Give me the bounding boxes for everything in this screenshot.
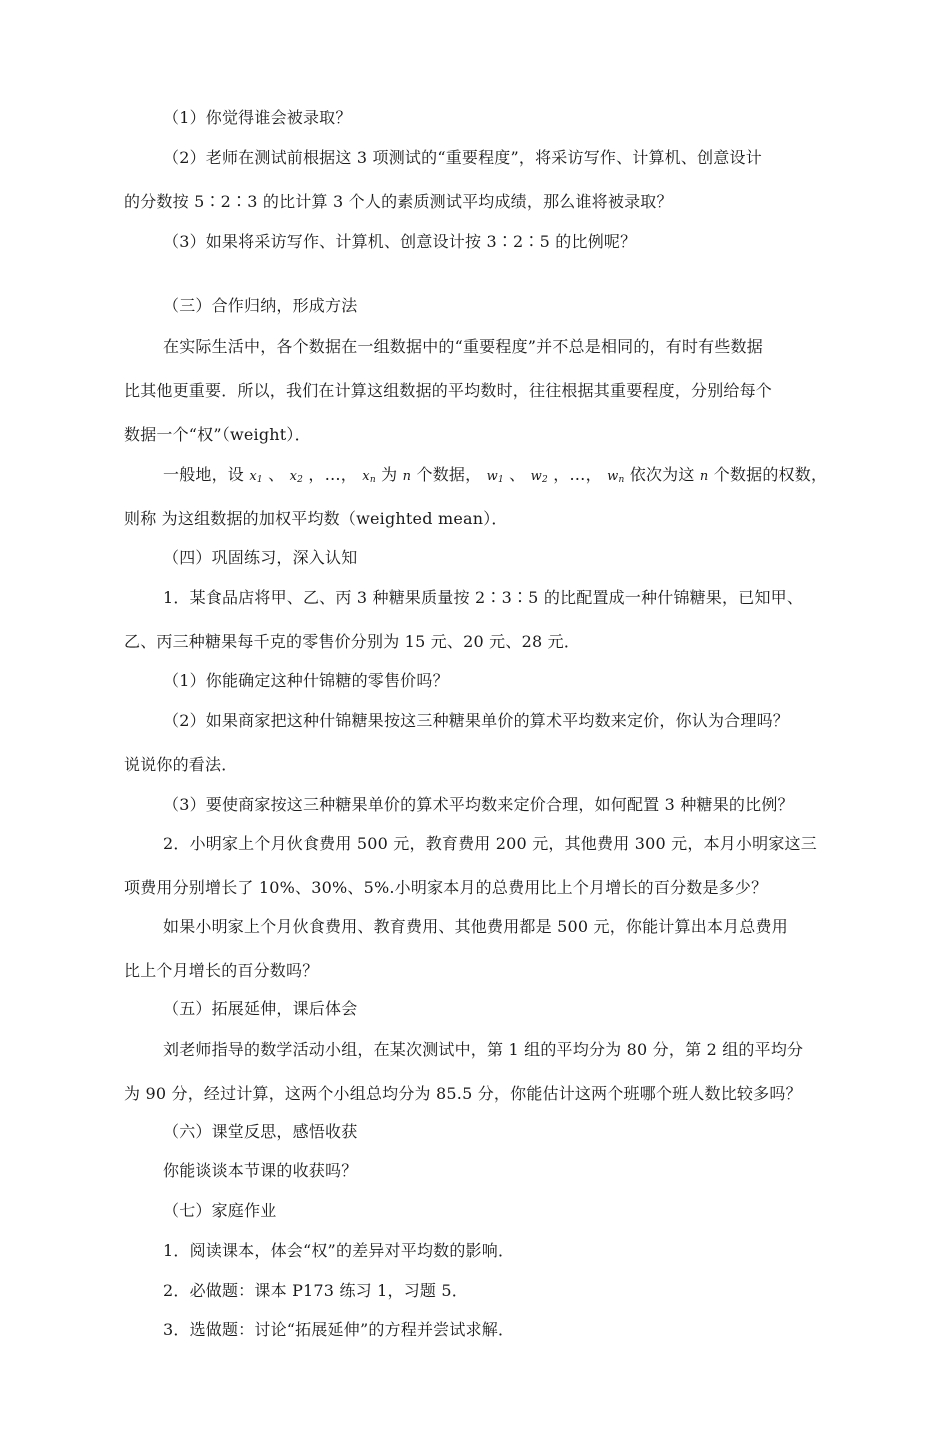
exercise-2-followup-line-1: 如果小明家上个月伙食费用、教育费用、其他费用都是 500 元，你能计算出本月总费用: [163, 917, 788, 936]
definition-text-1: 一般地，设: [163, 465, 245, 484]
var-xn: $x_n$: [362, 469, 376, 485]
section-4-heading: （四）巩固练习，深入认知: [163, 548, 358, 567]
definition-sep-2: ，…，: [308, 465, 357, 484]
section-6-heading: （六）课堂反思，感悟收获: [163, 1122, 358, 1141]
exercise-1-q2-line-2: 说说你的看法．: [124, 755, 238, 774]
var-x1: $x_1$: [249, 469, 263, 485]
exercise-2-line-1: 2．小明家上个月伙食费用 500 元，教育费用 200 元，其他费用 300 元，本月小明家这三: [163, 834, 817, 853]
definition-text-5: 个数据的权数，: [713, 465, 828, 484]
exercise-1-q3: （3）要使商家按这三种糖果单价的算术平均数来定价合理，如何配置 3 种糖果的比例？: [163, 795, 794, 814]
section-7-heading: （七）家庭作业: [163, 1201, 277, 1220]
exercise-1-q1: （1）你能确定这种什锦糖的零售价吗？: [163, 671, 449, 690]
definition-text-2: 为: [381, 465, 398, 484]
definition-line: [163, 465, 827, 490]
section-3-heading: （三）合作归纳，形成方法: [163, 296, 358, 315]
section-5-heading: （五）拓展延伸，课后体会: [163, 999, 358, 1018]
definition-sep-3: 、: [509, 465, 526, 484]
weighted-mean-line: 则称 为这组数据的加权平均数（weighted mean）．: [124, 509, 508, 528]
var-n: n: [402, 469, 412, 484]
question-2-line-2: 的分数按 5∶2∶3 的比计算 3 个人的素质测试平均成绩，那么谁将被录取？: [124, 192, 673, 211]
homework-item-1: 1．阅读课本，体会“权”的差异对平均数的影响．: [163, 1241, 515, 1260]
paragraph-weight-line-2: 比其他更重要．所以，我们在计算这组数据的平均数时，往往根据其重要程度，分别给每个: [124, 381, 773, 400]
question-2-line-1: （2）老师在测试前根据这 3 项测试的“重要程度”，将采访写作、计算机、创意设计: [163, 148, 762, 167]
reflection-line: 你能谈谈本节课的收获吗？: [163, 1161, 358, 1180]
var-wn: $w_n$: [607, 469, 625, 485]
exercise-1-line-1: 1．某食品店将甲、乙、丙 3 种糖果质量按 2∶3∶5 的比配置成一种什锦糖果，已知甲、: [163, 588, 804, 607]
homework-item-2: 2．必做题：课本 P173 练习 1，习题 5．: [163, 1281, 468, 1300]
var-w1: $w_1$: [486, 469, 504, 485]
question-1-line: （1）你觉得谁会被录取？: [163, 108, 352, 127]
var-w2: $w_2$: [530, 469, 548, 485]
exercise-2-followup-line-2: 比上个月增长的百分数吗？: [124, 961, 319, 980]
definition-sep-4: ，…，: [553, 465, 602, 484]
extension-line-1: 刘老师指导的数学活动小组，在某次测试中，第 1 组的平均分为 80 分，第 2 组的平均分: [163, 1040, 804, 1059]
question-3-line: （3）如果将采访写作、计算机、创意设计按 3∶2∶5 的比例呢？: [163, 232, 637, 251]
var-n-2: n: [699, 469, 709, 484]
homework-item-3: 3．选做题：讨论“拓展延伸”的方程并尝试求解．: [163, 1320, 515, 1339]
paragraph-weight-line-1: 在实际生活中，各个数据在一组数据中的“重要程度”并不总是相同的，有时有些数据: [163, 337, 763, 356]
definition-text-4: 依次为这: [629, 465, 695, 484]
exercise-1-q2-line-1: （2）如果商家把这种什锦糖果按这三种糖果单价的算术平均数来定价，你认为合理吗？: [163, 711, 789, 730]
definition-sep-1: 、: [268, 465, 285, 484]
definition-text-3: 个数据，: [416, 465, 482, 484]
var-x2: $x_2$: [289, 469, 304, 485]
paragraph-weight-line-3: 数据一个“权”（weight）．: [124, 425, 311, 444]
exercise-2-line-2: 项费用分别增长了 10%、30%、5%.小明家本月的总费用比上个月增长的百分数是多少？: [124, 878, 768, 897]
extension-line-2: 为 90 分，经过计算，这两个小组总均分为 85.5 分，你能估计这两个班哪个班人数比较多吗？: [124, 1084, 802, 1103]
exercise-1-line-2: 乙、丙三种糖果每千克的零售价分别为 15 元、20 元、28 元．: [124, 632, 581, 651]
